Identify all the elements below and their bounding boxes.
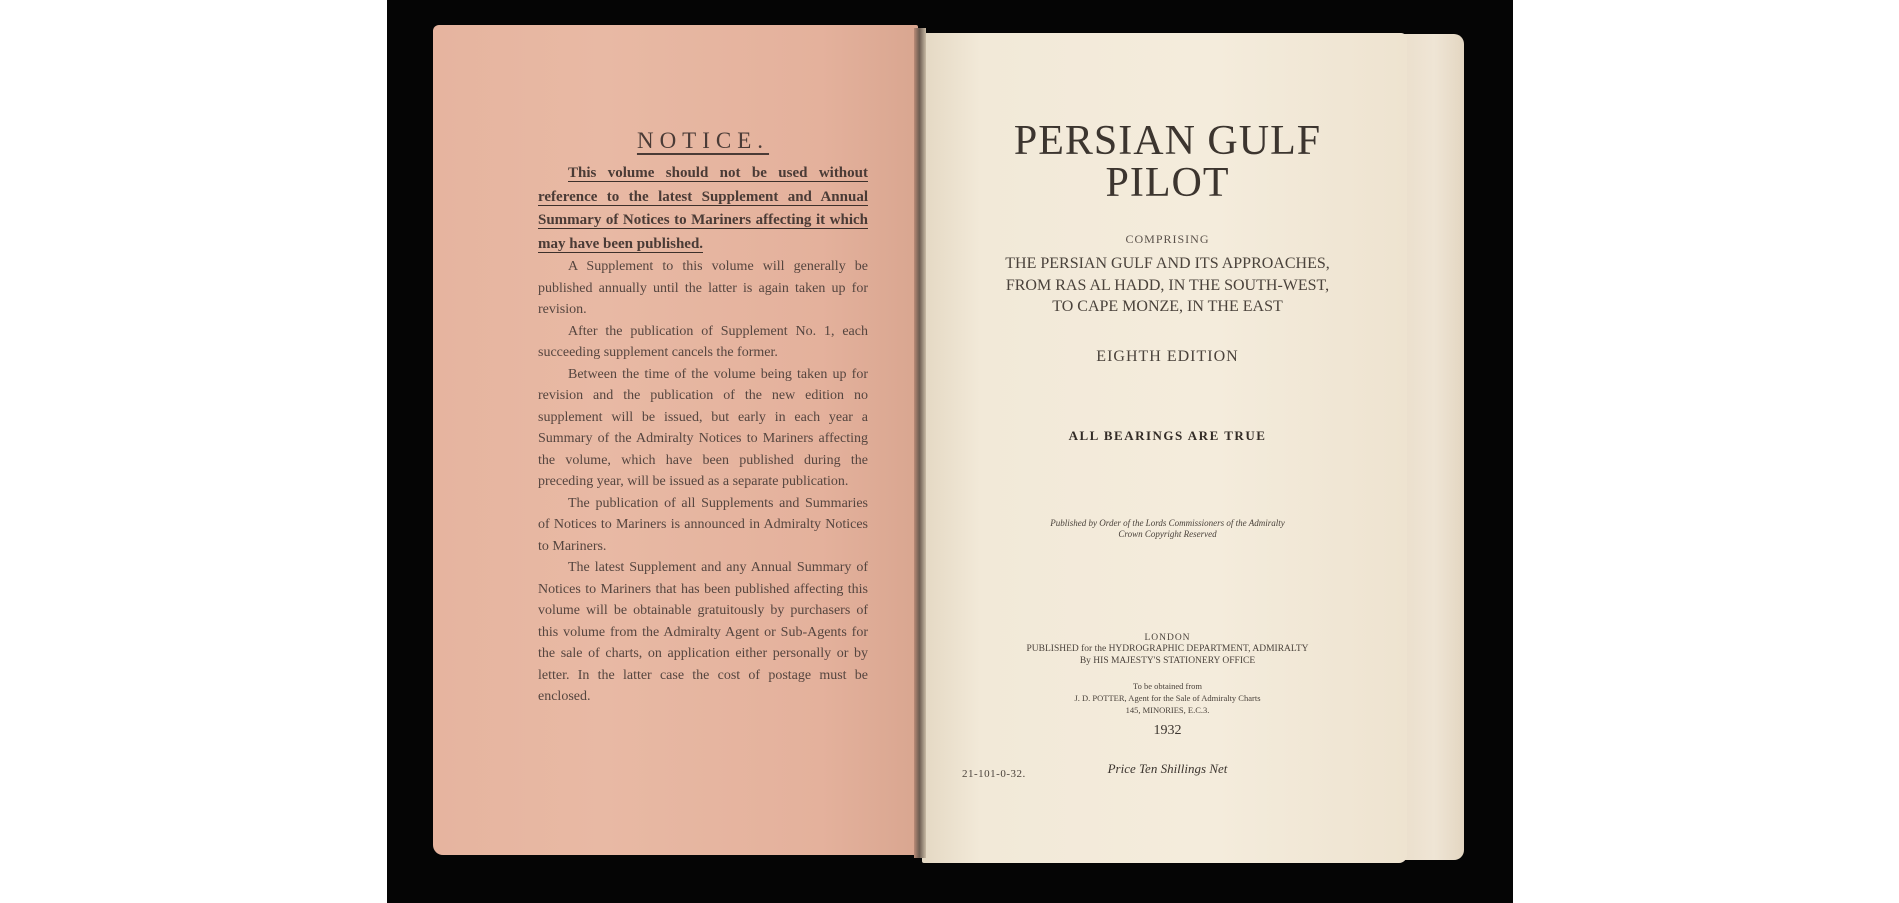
book-page-edge-line [1405,40,1462,852]
obtain-line: To be obtained from [1132,680,1203,691]
notice-heading: NOTICE. [636,128,770,153]
notice-section [538,128,868,708]
publication-year: 1932 [1153,722,1182,738]
print-code: 21-101-0-32. [962,768,1026,780]
title-page [960,120,1375,777]
notice-paragraph: The latest Supplement and any Annual Summary of Notices to Mariners that has been published affecting this volume will be obtainable gratuitously by purchasers of this volume from the Admiralty Agent or Sub-Agents for the sale of charts, on application either personally or by letter. In the latter case the cost of postage must be enclosed. [538,560,868,704]
scope-line: THE PERSIAN GULF AND ITS APPROACHES, [1005,255,1330,272]
book-title-line1: PERSIAN GULF [1013,118,1322,164]
publisher-line: PUBLISHED for the HYDROGRAPHIC DEPARTMENT, ADMIRALTY [1026,643,1309,654]
book-title-line2: PILOT [1105,160,1230,206]
order-line: Published by Order of the Lords Commissioners of the Admiralty [1050,517,1285,528]
publisher-line: By HIS MAJESTY'S STATIONERY OFFICE [1079,655,1256,666]
scope-line: TO CAPE MONZE, IN THE EAST [1052,298,1283,315]
book-gutter [914,28,926,858]
edition-label: EIGHTH EDITION [1096,347,1239,365]
notice-paragraph: After the publication of Supplement No. 1, each succeeding supplement cancels the former. [538,323,868,360]
comprising-label: COMPRISING [1125,232,1210,246]
notice-paragraph: Between the time of the volume being taken up for revision and the publication of the new edition no supplement will be issued, but early in each year a Summary of the Admiralty Notices to Mariners affecting the volume, which have been published during the preceding year, will be issued as a separate publication. [538,366,868,489]
notice-paragraph: A Supplement to this volume will generally be published annually until the latter is again taken up for revision. [538,259,868,317]
address-line: 145, MINORIES, E.C.3. [1125,704,1210,715]
notice-warning-text: This volume should not be used without reference to the latest Supplement and Annual Summary of Notices to Mariners affecting it which may have been published. [538,165,868,252]
notice-paragraph: The publication of all Supplements and Summaries of Notices to Mariners is announced in Admiralty Notices to Mariners. [538,495,868,554]
agent-line: J. D. POTTER, Agent for the Sale of Admiralty Charts [1074,692,1261,703]
scope-line: FROM RAS AL HADD, IN THE SOUTH-WEST, [1005,276,1330,294]
imprint-city: LONDON [1144,632,1191,643]
price-line: Price Ten Shillings Net [1107,760,1228,776]
copyright-line: Crown Copyright Reserved [1118,528,1217,539]
notice-warning [538,162,868,256]
bearings-note: ALL BEARINGS ARE TRUE [1068,427,1267,443]
